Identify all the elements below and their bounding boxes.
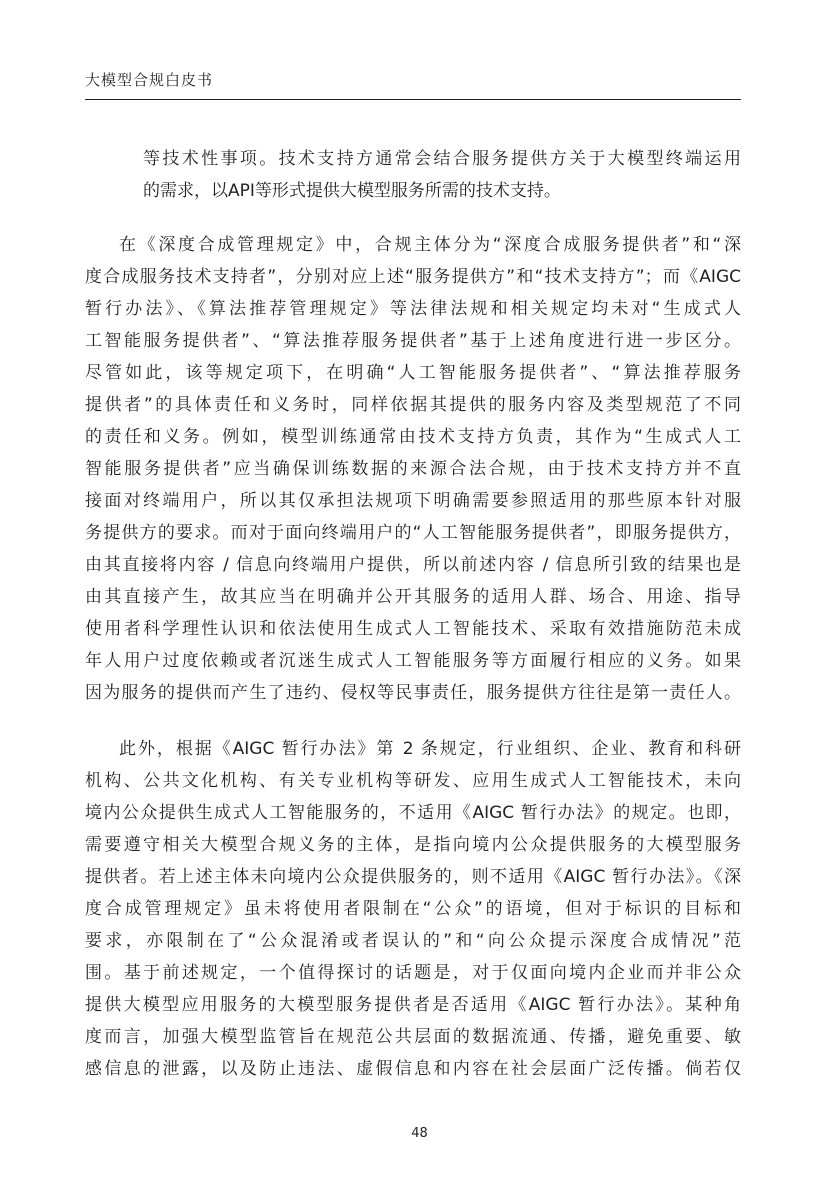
text-line: 机构、公共文化机构、有关专业机构等研发、应用生成式人工智能技术，未向 [85,771,741,791]
text-line: 等技术性事项。技术支持方通常会结合服务提供方关于大模型终端运用 [143,149,741,169]
text-line: 感信息的泄露，以及防止违法、虚假信息和内容在社会层面广泛传播。倘若仅 [85,1059,741,1079]
text-line: 智能服务提供者”应当确保训练数据的来源合法合规，由于技术支持方并不直 [85,459,741,479]
text-line: 由其直接将内容 / 信息向终端用户提供，所以前述内容 / 信息所引致的结果也是 [85,555,741,575]
text-line: 使用者科学理性认识和依法使用生成式人工智能技术、采取有效措施防范未成 [85,619,741,639]
text-line: 要求，亦限制在了“公众混淆或者误认的”和“向公众提示深度合成情况”范 [85,931,741,951]
text-line: 提供大模型应用服务的大模型服务提供者是否适用《AIGC 暂行办法》。某种角 [85,995,741,1015]
text-line: 年人用户过度依赖或者沉迷生成式人工智能服务等方面履行相应的义务。如果 [85,651,741,671]
text-line: 提供者”的具体责任和义务时，同样依据其提供的服务内容及类型规范了不同 [85,395,741,415]
header-divider [85,99,741,100]
text-line: 的责任和义务。例如，模型训练通常由技术支持方负责，其作为“生成式人工 [85,427,741,447]
text-line: 度合成管理规定》虽未将使用者限制在“公众”的语境，但对于标识的目标和 [85,899,741,919]
text-line: 由其直接产生，故其应当在明确并公开其服务的适用人群、场合、用途、指导 [85,587,741,607]
text-line: 暂行办法》、《算法推荐管理规定》等法律法规和相关规定均未对“生成式人 [85,299,741,319]
text-line: 围。基于前述规定，一个值得探讨的话题是，对于仅面向境内企业而并非公众 [85,963,741,983]
text-line: 提供者。若上述主体未向境内公众提供服务的，则不适用《AIGC 暂行办法》。《深 [85,867,741,887]
text-line: 接面对终端用户，所以其仅承担法规项下明确需要参照适用的那些原本针对服 [85,491,741,511]
document-title: 大模型合规白皮书 [85,71,214,89]
page-number: 48 [411,1126,428,1141]
text-line: 度合成服务技术支持者”，分别对应上述“服务提供方”和“技术支持方”；而《AIGC [85,267,741,287]
text-line: 尽管如此，该等规定项下，在明确“人工智能服务提供者”、“算法推荐服务 [85,363,741,383]
text-line: 需要遵守相关大模型合规义务的主体，是指向境内公众提供服务的大模型服务 [85,835,741,855]
text-line: 的需求，以API等形式提供大模型服务所需的技术支持。 [143,181,561,201]
text-line: 在《深度合成管理规定》中，合规主体分为“深度合成服务提供者”和“深 [119,235,741,255]
text-line: 境内公众提供生成式人工智能服务的，不适用《AIGC 暂行办法》的规定。也即， [85,803,741,823]
text-line: 工智能服务提供者”、“算法推荐服务提供者”基于上述角度进行进一步区分。 [85,331,741,351]
text-line: 此外，根据《AIGC 暂行办法》第 2 条规定，行业组织、企业、教育和科研 [119,739,741,759]
page-header [85,70,741,90]
text-line: 务提供方的要求。而对于面向终端用户的“人工智能服务提供者”，即服务提供方， [85,523,741,543]
text-line: 因为服务的提供而产生了违约、侵权等民事责任，服务提供方往往是第一责任人。 [85,683,741,703]
text-line: 度而言，加强大模型监管旨在规范公共层面的数据流通、传播，避免重要、敏 [85,1027,741,1047]
